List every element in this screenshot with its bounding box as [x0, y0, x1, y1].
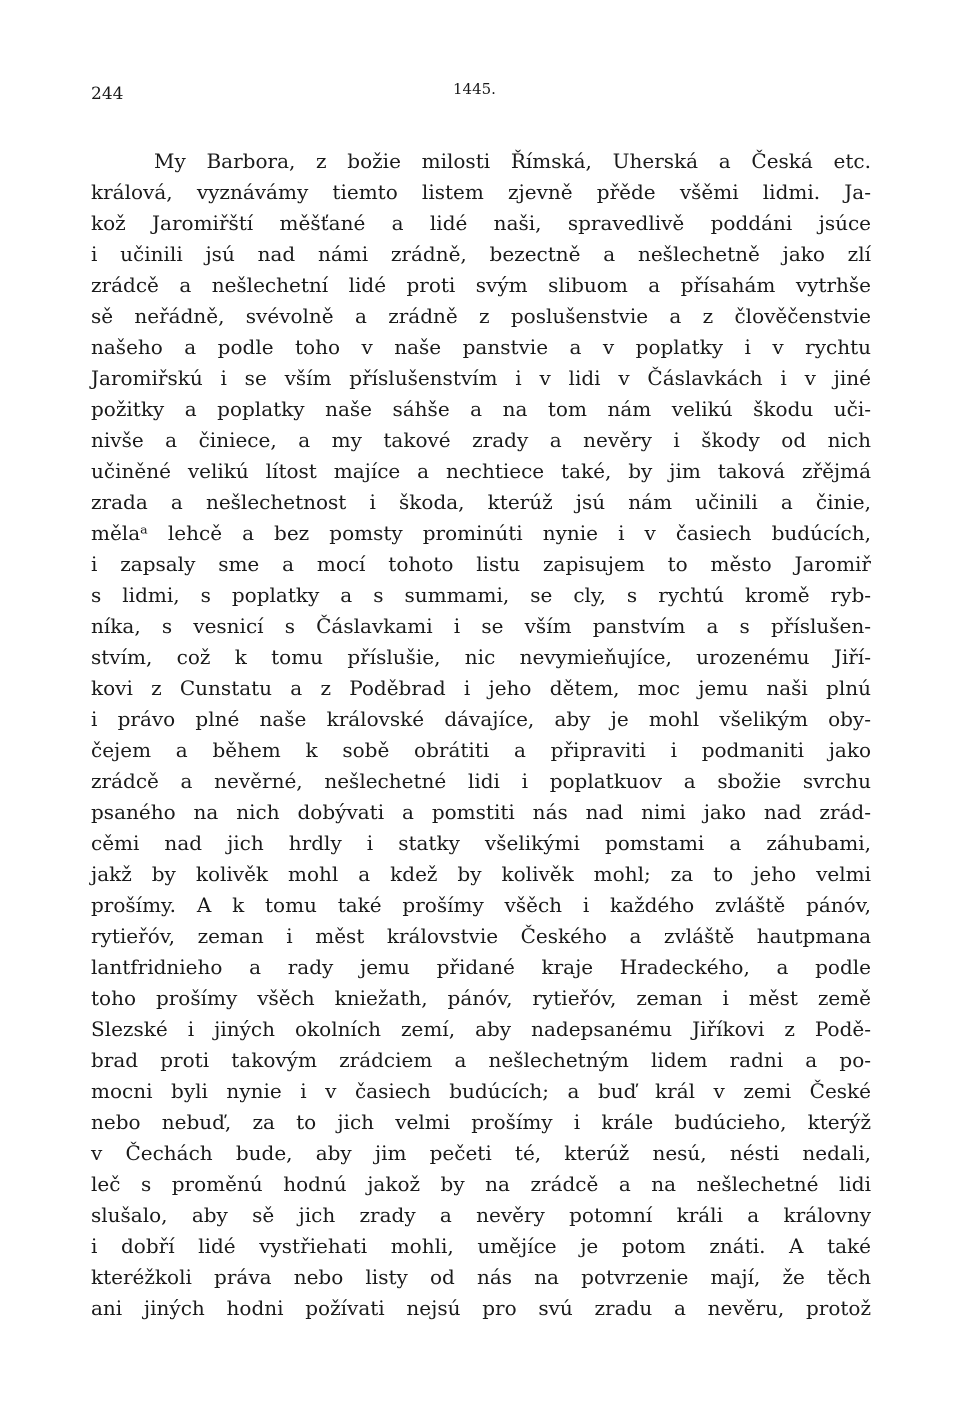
text-line: i učinili jsú nad námi zrádně, bezectně a nešlechetně jako zlí: [91, 242, 871, 266]
text-line: nebo nebuď, za to jich velmi prošímy i krále budúcieho, kterýž: [91, 1110, 871, 1134]
text-line: zrádcě a nešlechetní lidé proti svým slibuom a přísahám vytrhše: [91, 273, 871, 297]
text-line: králová, vyznávámy tiemto listem zjevně přěde všěmi lidmi. Ja-: [91, 180, 871, 204]
text-line: mělaᵃ lehcě a bez pomsty prominúti nynie i v časiech budúcích,: [91, 521, 871, 545]
charter-text: [91, 146, 871, 1324]
text-line: i dobří lidé vystřiehati mohli, umějíce je potom znáti. A také: [91, 1234, 871, 1258]
text-line: Slezské i jiných okolních zemí, aby nadepsanému Jiříkovi z Podě-: [91, 1017, 871, 1041]
text-line: našeho a podle toho v naše panstvie a v poplatky i v rychtu: [91, 335, 871, 359]
document-year: 1445.: [453, 80, 496, 98]
text-line: ani jiných hodni požívati nejsú pro svú zradu a nevěru, protož: [91, 1296, 871, 1320]
text-line: v Čechách bude, aby jim pečeti té, kterúž nesú, nésti nedali,: [91, 1141, 871, 1165]
text-line: i zapsaly sme a mocí tohoto listu zapisujem to město Jaromiř: [91, 552, 871, 576]
text-line: stvím, což k tomu příslušie, nic nevymieňujíce, urozenému Jiří-: [91, 645, 871, 669]
text-line: sě neřádně, svévolně a zrádně z poslušenstvie a z člověčenstvie: [91, 304, 871, 328]
text-line: kteréžkoli práva nebo listy od nás na potvrzenie mají, že těch: [91, 1265, 871, 1289]
text-line: kož Jaromiřští měšťané a lidé naši, spravedlivě poddáni jsúce: [91, 211, 871, 235]
text-line: lantfridnieho a rady jemu přidané kraje Hradeckého, a podle: [91, 955, 871, 979]
text-line: brad proti takovým zrádciem a nešlechetným lidem radni a po-: [91, 1048, 871, 1072]
text-line: mocni byli nynie i v časiech budúcích; a buď král v zemi České: [91, 1079, 871, 1103]
text-line: níka, s vesnicí s Čáslavkami i se vším panstvím a s příslušen-: [91, 614, 871, 638]
text-line: učiněné velikú lítost majíce a nechtiece také, by jim taková zřějmá: [91, 459, 871, 483]
text-line: Jaromiřskú i se vším příslušenstvím i v lidi v Čáslavkách i v jiné: [91, 366, 871, 390]
text-line: i právo plné naše královské dávajíce, aby je mohl všelikým oby-: [91, 707, 871, 731]
page-number: 244: [91, 84, 124, 104]
text-line: požitky a poplatky naše sáhše a na tom nám velikú škodu uči-: [91, 397, 871, 421]
text-line: toho prošímy všěch kniežath, pánóv, rytieřóv, zeman i měst země: [91, 986, 871, 1010]
text-line: My Barbora, z božie milosti Římská, Uherská a Česká etc.: [154, 149, 871, 173]
text-line: prošímy. A k tomu také prošímy všěch i každého zvláště pánóv,: [91, 893, 871, 917]
text-line: nivše a činiece, a my takové zrady a nevěry i škody od nich: [91, 428, 871, 452]
text-line: slušalo, aby sě jich zrady a nevěry potomní králi a královny: [91, 1203, 871, 1227]
text-line: leč s proměnú hodnú jakož by na zrádcě a na nešlechetné lidi: [91, 1172, 871, 1196]
running-head: [91, 80, 871, 108]
text-line: psaného na nich dobývati a pomstiti nás nad nimi jako nad zrád-: [91, 800, 871, 824]
text-line: čejem a během k sobě obrátiti a připraviti i podmaniti jako: [91, 738, 871, 762]
text-line: jakž by kolivěk mohl a kdež by kolivěk mohl; za to jeho velmi: [91, 862, 871, 886]
text-line: s lidmi, s poplatky a s summami, se cly, s rychtú kromě ryb-: [91, 583, 871, 607]
text-line: zrádcě a nevěrné, nešlechetné lidi i poplatkuov a sbožie svrchu: [91, 769, 871, 793]
text-line: rytieřóv, zeman i měst královstvie Českého a zvláště hautpmana: [91, 924, 871, 948]
text-line: zrada a nešlechetnost i škoda, kterúž jsú nám učinili a činie,: [91, 490, 871, 514]
text-line: cěmi nad jich hrdly i statky všelikými pomstami a záhubami,: [91, 831, 871, 855]
text-line: kovi z Cunstatu a z Poděbrad i jeho dětem, moc jemu naši plnú: [91, 676, 871, 700]
